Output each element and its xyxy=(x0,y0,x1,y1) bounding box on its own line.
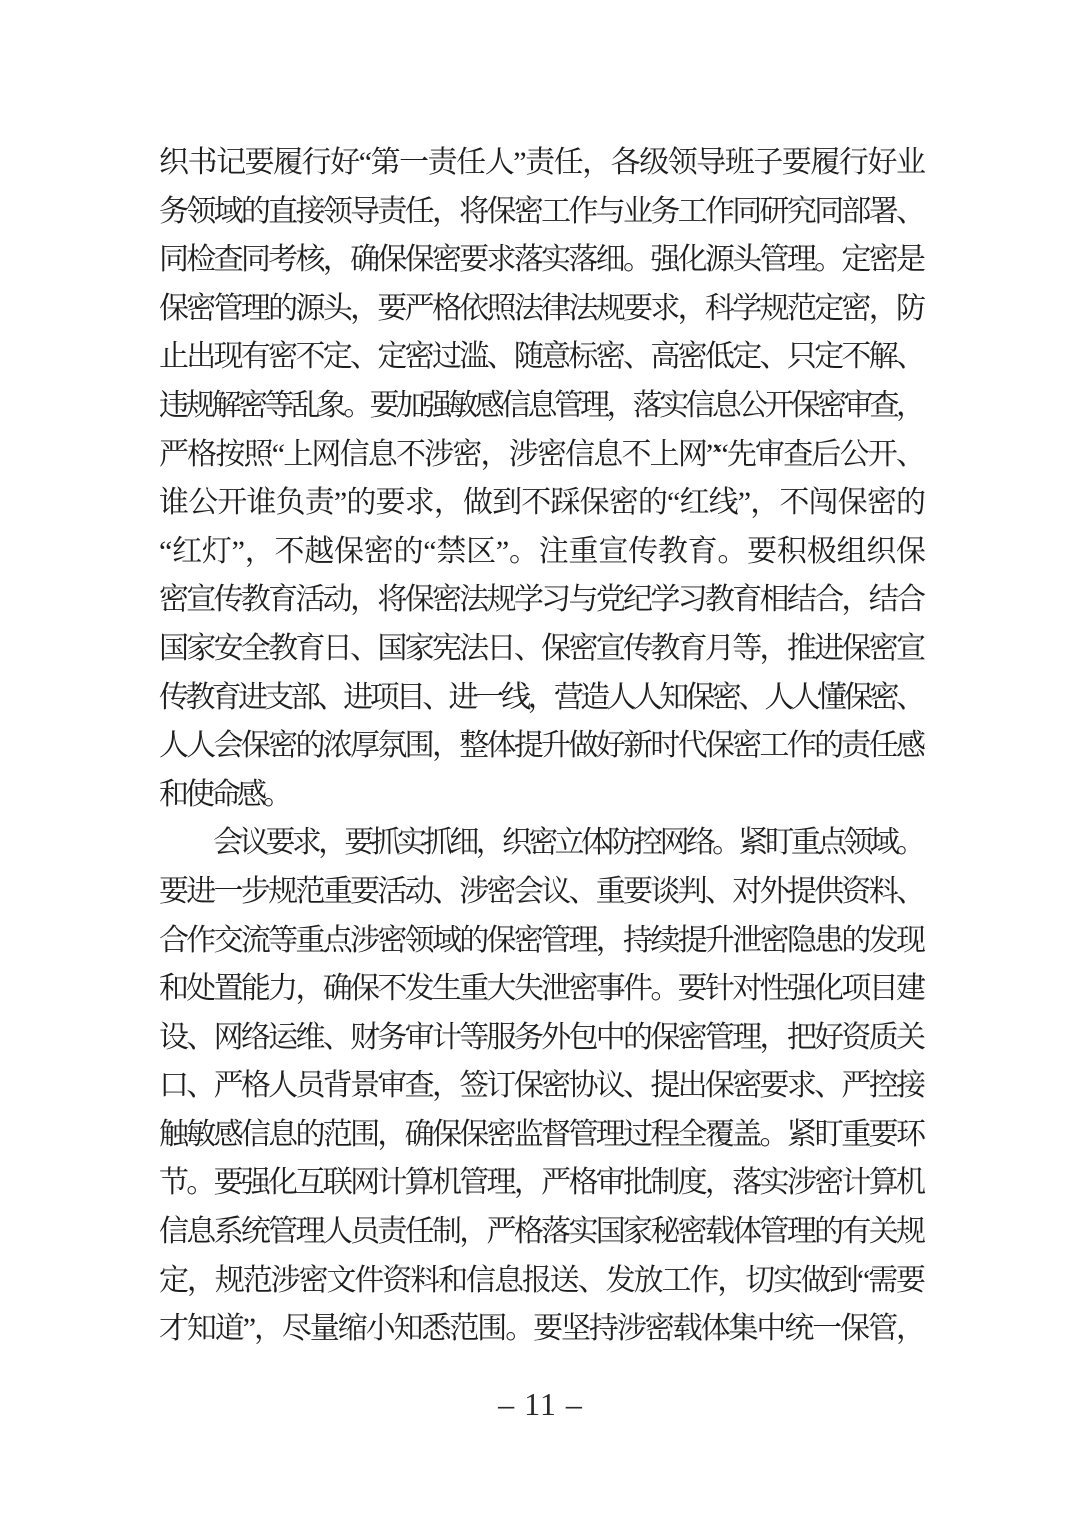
text-line: 务领域的直接领导责任，将保密工作与业务工作同研究同部署、 xyxy=(159,194,922,228)
text-line: 信息系统管理人员责任制，严格落实国家秘密载体管理的有关规 xyxy=(159,1215,922,1249)
text-line: 节。要强化互联网计算机管理，严格审批制度，落实涉密计算机 xyxy=(159,1166,922,1200)
text-line: 织书记要履行好“第一责任人”责任，各级领导班子要履行好业 xyxy=(159,146,922,179)
text-line: 国家安全教育日、国家宪法日、保密宣传教育月等，推进保密宣 xyxy=(159,631,922,665)
text-line: 要进一步规范重要活动、涉密会议、重要谈判、对外提供资料、 xyxy=(159,874,922,908)
text-line-paragraph-start: 会议要求，要抓实抓细，织密立体防控网络。紧盯重点领域。 xyxy=(213,826,922,860)
text-line: 谁公开谁负责”的要求，做到不踩保密的“红线”，不闯保密的 xyxy=(159,486,922,520)
text-line: 设、网络运维、财务审计等服务外包中的保密管理，把好资质关 xyxy=(159,1020,922,1054)
text-line: 违规解密等乱象。要加强敏感信息管理，落实信息公开保密审查， xyxy=(159,388,922,422)
text-line: 才知道”，尽量缩小知悉范围。要坚持涉密载体集中统一保管， xyxy=(159,1312,922,1346)
text-line: 止出现有密不定、定密过滥、随意标密、高密低定、只定不解、 xyxy=(159,340,922,374)
text-line: 传教育进支部、进项目、进一线，营造人人知保密、人人懂保密、 xyxy=(159,680,922,714)
text-line: 定，规范涉密文件资料和信息报送、发放工作，切实做到“需要 xyxy=(159,1263,922,1297)
text-line: 口、严格人员背景审查，签订保密协议、提出保密要求、严控接 xyxy=(159,1069,922,1103)
page-number: – 11 – xyxy=(498,1386,583,1422)
text-line: 严格按照“上网信息不涉密，涉密信息不上网”“先审查后公开、 xyxy=(159,437,922,471)
text-line: 密宣传教育活动，将保密法规学习与党纪学习教育相结合，结合 xyxy=(159,583,922,617)
text-line: 保密管理的源头，要严格依照法律法规要求，科学规范定密，防 xyxy=(159,291,922,325)
text-line: 人人会保密的浓厚氛围，整体提升做好新时代保密工作的责任感 xyxy=(159,729,922,763)
text-line: 同检查同考核，确保保密要求落实落细。强化源头管理。定密是 xyxy=(159,243,922,277)
text-line: “红灯”，不越保密的“禁区”。注重宣传教育。要积极组织保 xyxy=(159,534,922,568)
document-body xyxy=(159,139,922,1354)
text-line: 和处置能力，确保不发生重大失泄密事件。要针对性强化项目建 xyxy=(159,972,922,1006)
text-line: 合作交流等重点涉密领域的保密管理，持续提升泄密隐患的发现 xyxy=(159,923,922,957)
text-line: 触敏感信息的范围，确保保密监督管理过程全覆盖。紧盯重要环 xyxy=(159,1117,922,1151)
text-line-paragraph-end: 和使命感。 xyxy=(159,777,289,811)
